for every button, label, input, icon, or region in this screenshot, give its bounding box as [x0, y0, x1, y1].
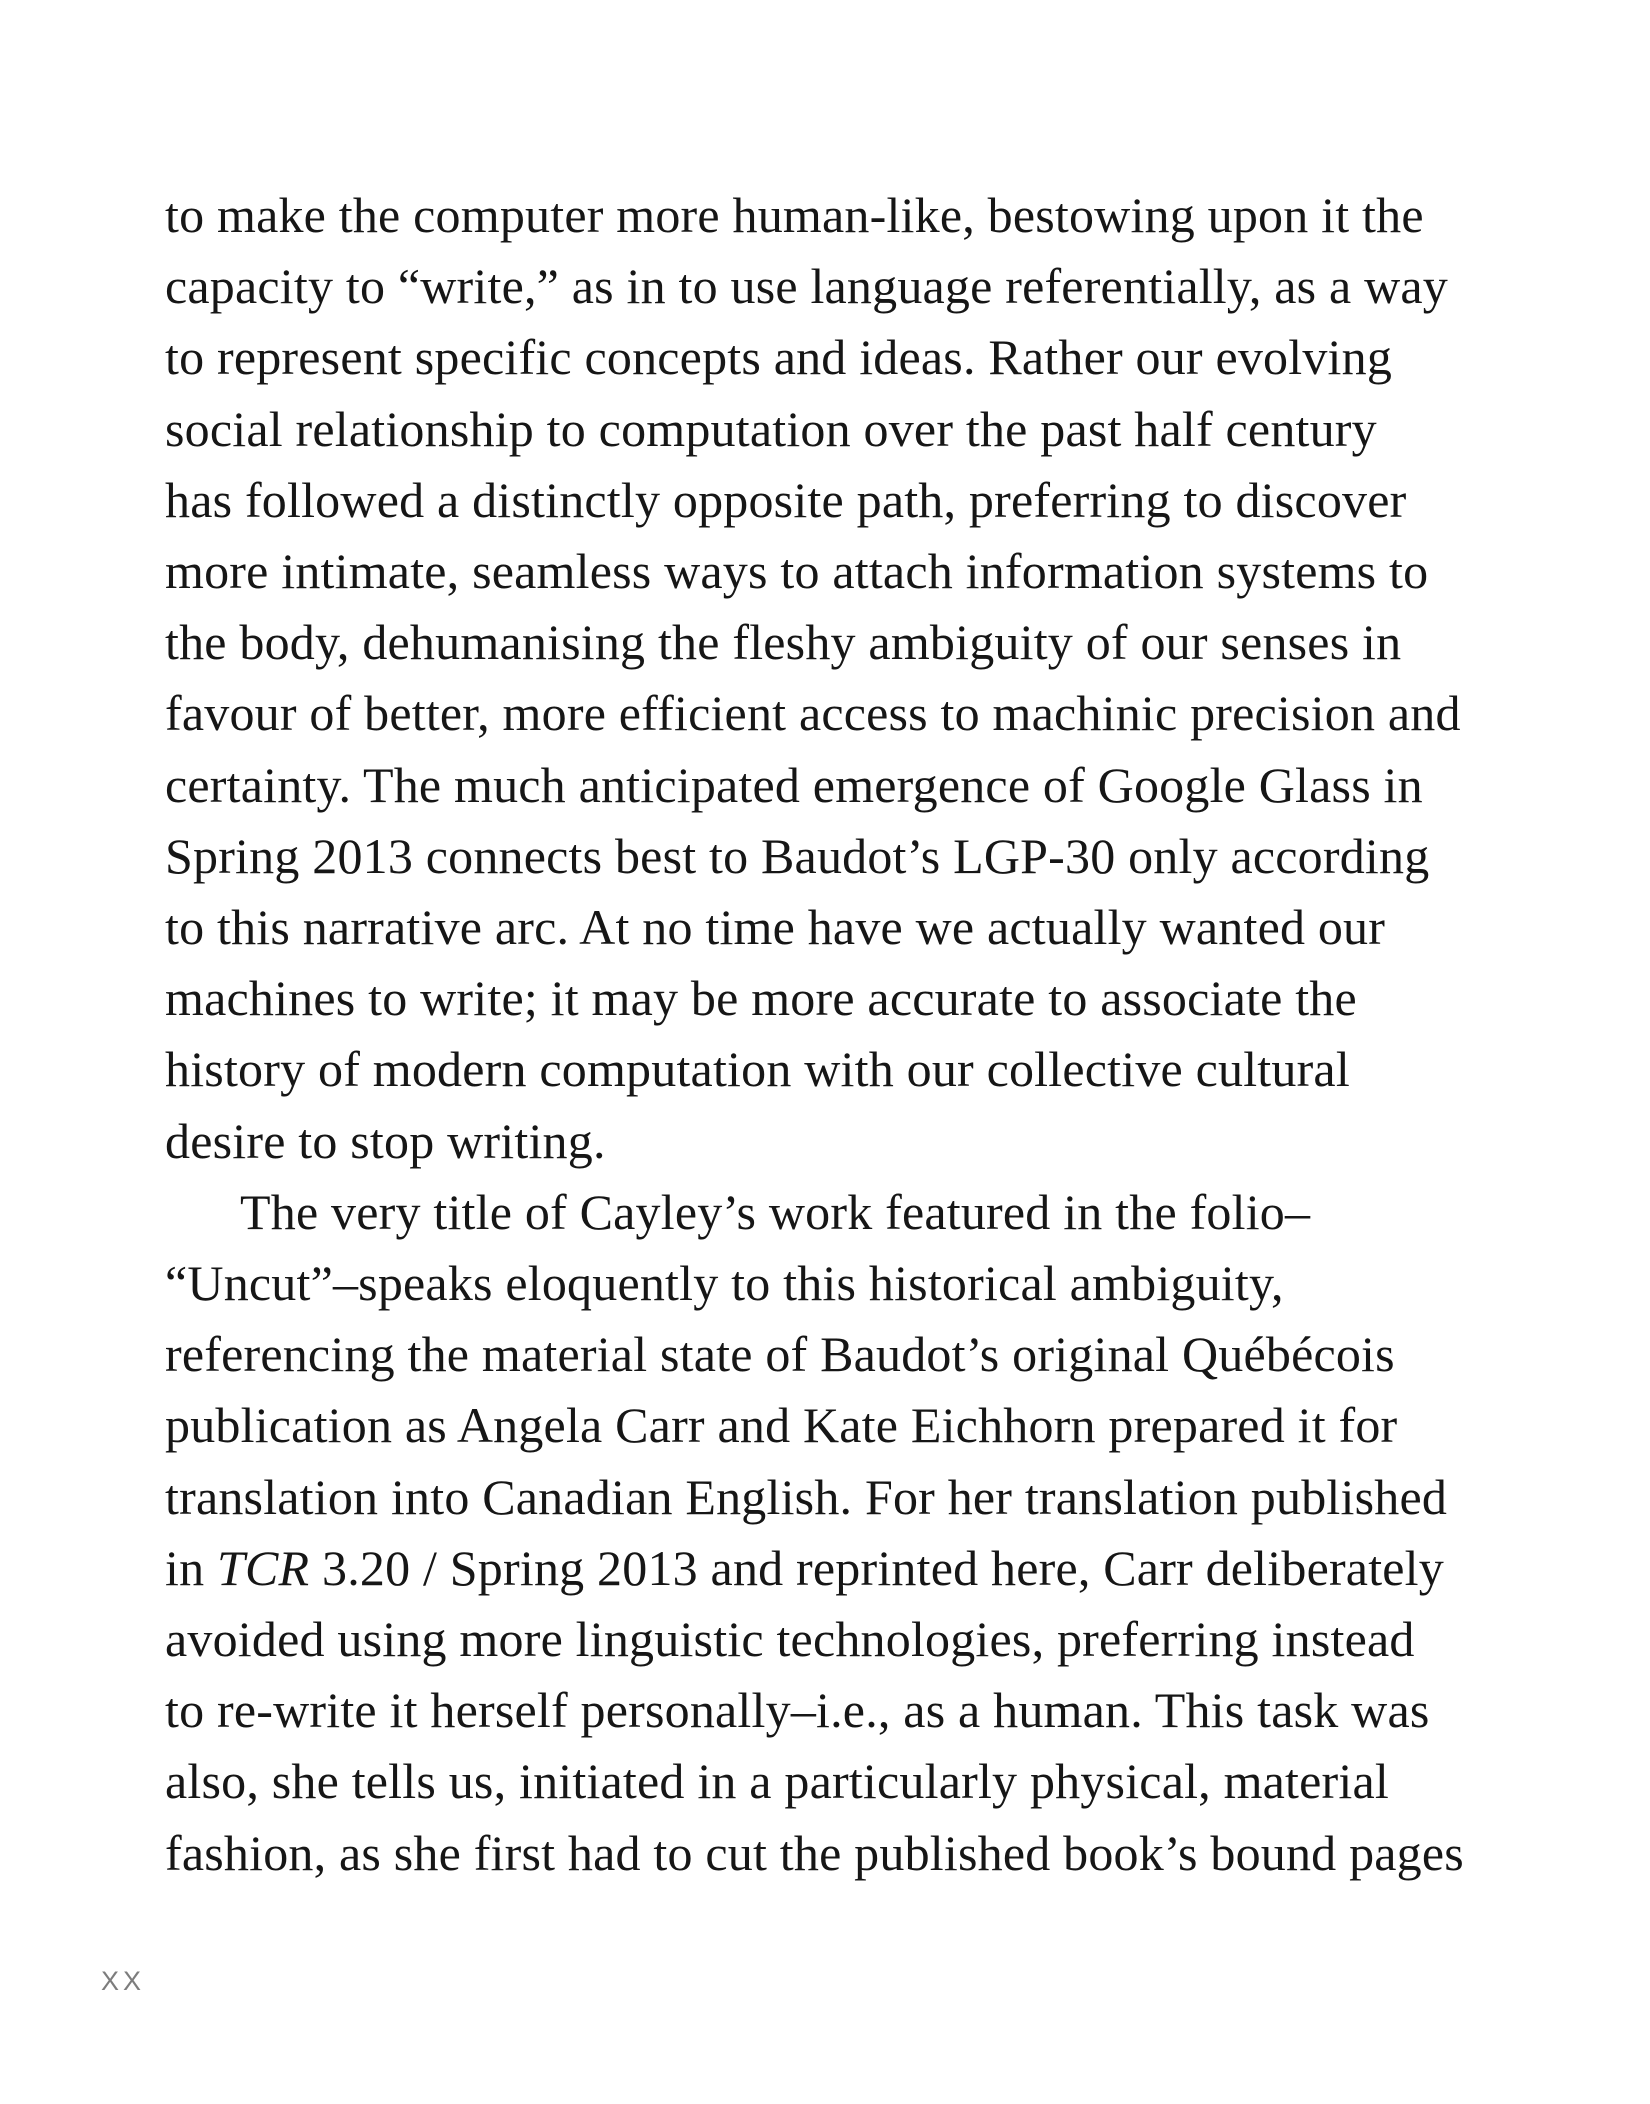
text-line: referencing the material state of Baudot’s original Québécois	[165, 1326, 1395, 1383]
text-line: more intimate, seamless ways to attach information systems to	[165, 543, 1429, 600]
text-line: Spring 2013 connects best to Baudot’s LGP-30 only according	[165, 827, 1430, 884]
text-block	[165, 180, 1495, 1889]
text-line: has followed a distinctly opposite path, preferring to discover	[165, 471, 1407, 528]
text-line: avoided using more linguistic technologies, preferring instead	[165, 1611, 1415, 1668]
text-line: certainty. The much anticipated emergence of Google Glass in	[165, 756, 1423, 813]
text-line: to make the computer more human-like, bestowing upon it the	[165, 187, 1424, 243]
text-line: desire to stop writing.	[165, 1112, 606, 1169]
text-line: capacity to “write,” as in to use language referentially, as a way	[165, 258, 1448, 315]
text-line: history of modern computation with our collective cultural	[165, 1041, 1350, 1098]
text-line: to this narrative arc. At no time have we actually wanted our	[165, 899, 1386, 956]
page-number: XX	[101, 1966, 146, 1996]
text-line: “Uncut”–speaks eloquently to this historical ambiguity,	[165, 1255, 1284, 1312]
text-line: machines to write; it may be more accurate to associate the	[165, 970, 1357, 1027]
text-line: the body, dehumanising the fleshy ambiguity of our senses in	[165, 614, 1402, 671]
text-line: in TCR 3.20 / Spring 2013 and reprinted here, Carr deliberately	[165, 1539, 1444, 1596]
text-line: The very title of Cayley’s work featured in the folio–	[240, 1183, 1311, 1240]
text-line: social relationship to computation over the past half century	[165, 400, 1377, 457]
text-line: translation into Canadian English. For her translation published	[165, 1468, 1448, 1525]
text-line: favour of better, more efficient access to machinic precision and	[165, 685, 1461, 742]
text-line: publication as Angela Carr and Kate Eichhorn prepared it for	[165, 1397, 1398, 1454]
text-line: also, she tells us, initiated in a particularly physical, material	[165, 1753, 1389, 1810]
text-line: to represent specific concepts and ideas. Rather our evolving	[165, 329, 1393, 386]
text-line: fashion, as she first had to cut the published book’s bound pages	[165, 1824, 1464, 1881]
text-line: to re-write it herself personally–i.e., as a human. This task was	[165, 1682, 1430, 1739]
